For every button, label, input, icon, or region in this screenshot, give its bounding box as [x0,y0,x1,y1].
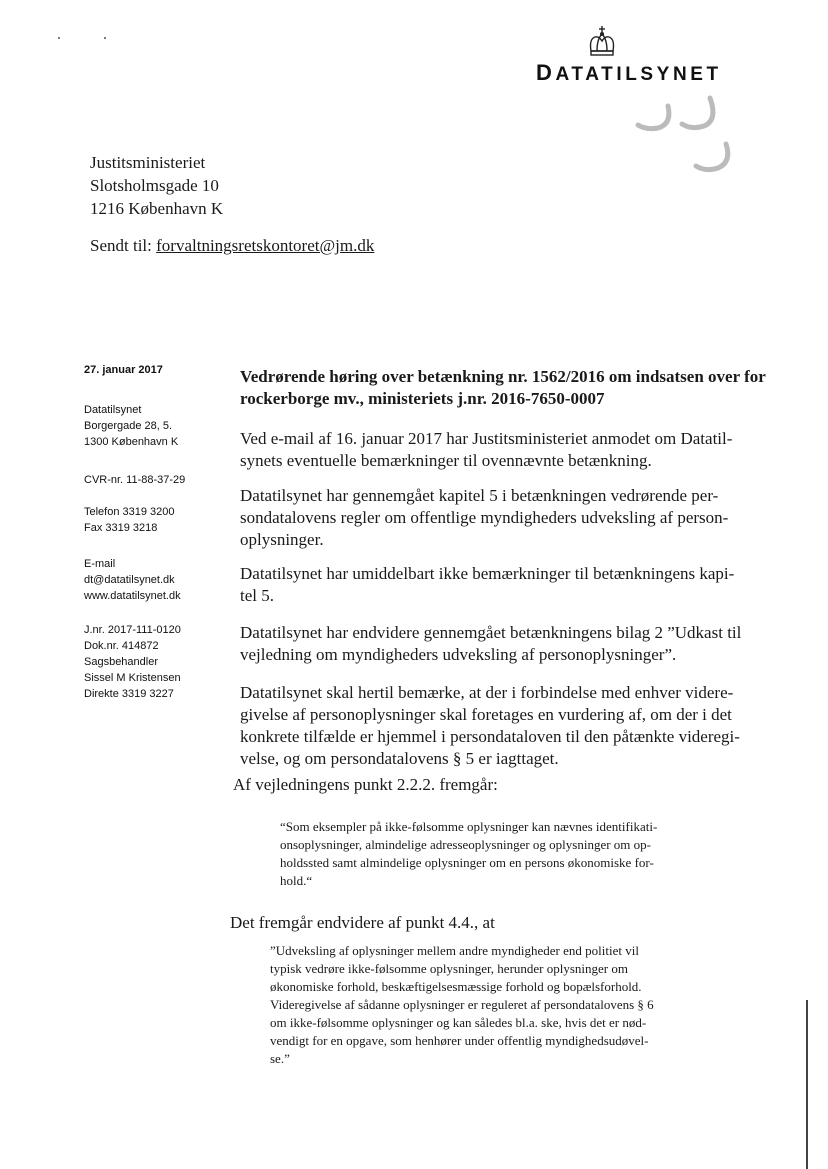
letter-heading [240,366,770,410]
sender-website-link[interactable]: www.datatilsynet.dk [84,590,181,602]
crown-icon [585,25,619,59]
sender-phone-block [84,504,175,536]
sender-address-line2: 1300 København K [84,436,179,448]
document-number: Dok.nr. 414872 [84,640,159,652]
quote-line: holdssted samt almindelige oplysninger om en persons økonomiske for- [280,855,654,870]
journal-number: J.nr. 2017-111-0120 [84,624,181,636]
paragraph-line: konkrete tilfælde er hjemmel i persondataloven til den påtænkte videregi- [240,727,740,746]
paragraph-line: Datatilsynet skal hertil bemærke, at der i forbindelse med enhver videre- [240,683,734,702]
paragraph-line: Datatilsynet har umiddelbart ikke bemærkninger til betænkningens kapi- [240,564,735,583]
paragraph-line: Ved e-mail af 16. januar 2017 har Justitsministeriet anmodet om Datatil- [240,429,733,448]
paragraph-4 [240,622,766,666]
recipient-address [90,151,223,220]
letter-date: 27. januar 2017 [84,364,163,376]
scan-edge-line [806,1000,808,1169]
quote-2 [270,942,680,1068]
paragraph-7: Det fremgår endvidere af punkt 4.4., at [230,913,495,932]
scan-speck [104,37,106,39]
paragraph-line: oplysninger. [240,530,324,549]
recipient-city: 1216 København K [90,199,224,218]
heading-line: Vedrørende høring over betænkning nr. 1562/2016 om indsatsen over for [240,367,766,386]
paragraph-line: tel 5. [240,586,274,605]
quote-line: økonomiske forhold, beskæftigelsesmæssige forhold og bopælsforhold. [270,979,642,994]
paragraph-1 [240,428,766,472]
caseworker-direct-phone: Direkte 3319 3227 [84,688,174,700]
phone-number: Telefon 3319 3200 [84,506,175,518]
handwritten-mark [628,92,743,182]
quote-line: onsoplysninger, almindelige adresseoplysninger og oplysninger om op- [280,837,652,852]
sender-address-line1: Borgergade 28, 5. [84,420,173,432]
fax-number: Fax 3319 3218 [84,522,158,534]
quote-line: ”Udveksling af oplysninger mellem andre myndigheder end politiet vil [270,943,639,958]
heading-line: rockerborge mv., ministeriets j.nr. 2016-7650-0007 [240,389,605,408]
paragraph-line: givelse af personoplysninger skal foretages en vurdering af, om der i det [240,705,732,724]
email-label: E-mail [84,558,116,570]
paragraph-line: velse, og om persondatalovens § 5 er iagttaget. [240,749,559,768]
sender-address [84,402,178,450]
case-info-block [84,622,181,702]
recipient-street: Slotsholmsgade 10 [90,176,219,195]
paragraph-6: Af vejledningens punkt 2.2.2. fremgår: [233,775,498,794]
quote-line: hold.“ [280,873,313,888]
sender-contact-block [84,556,181,604]
sent-to-email-link[interactable]: forvaltningsretskontoret@jm.dk [156,236,375,255]
sender-email-link[interactable]: dt@datatilsynet.dk [84,574,175,586]
paragraph-line: Datatilsynet har endvidere gennemgået betænkningens bilag 2 ”Udkast til [240,623,742,642]
sent-to-label: Sendt til: [90,236,152,255]
caseworker-name: Sissel M Kristensen [84,672,181,684]
sent-to-line [90,236,374,256]
caseworker-label: Sagsbehandler [84,656,159,668]
quote-line: Videregivelse af sådanne oplysninger er reguleret af persondatalovens § 6 [270,997,654,1012]
cvr-number: CVR-nr. 11-88-37-29 [84,474,186,486]
quote-line: se.” [270,1051,290,1066]
scan-speck [58,37,60,39]
paragraph-5 [240,682,766,770]
paragraph-line: sondatalovens regler om offentlige myndigheders udveksling af person- [240,508,729,527]
paragraph-2 [240,485,766,551]
paragraph-line: Datatilsynet har gennemgået kapitel 5 i betænkningen vedrørende per- [240,486,719,505]
quote-line: “Som eksempler på ikke-følsomme oplysninger kan nævnes identifikati- [280,819,658,834]
paragraph-line: synets eventuelle bemærkninger til ovennævnte betænkning. [240,451,652,470]
paragraph-line: vejledning om myndigheders udveksling af personoplysninger”. [240,645,677,664]
recipient-name: Justitsministeriet [90,153,206,172]
quote-1 [280,818,685,890]
organization-logo: DATATILSYNET [536,60,722,85]
paragraph-3 [240,563,766,607]
sender-org: Datatilsynet [84,404,142,416]
quote-line: om ikke-følsomme oplysninger og kan således bl.a. ske, hvis det er nød- [270,1015,647,1030]
quote-line: typisk vedrøre ikke-følsomme oplysninger, herunder oplysninger om [270,961,628,976]
quote-line: vendigt for en opgave, som henhører under offentlig myndighedsudøvel- [270,1033,649,1048]
